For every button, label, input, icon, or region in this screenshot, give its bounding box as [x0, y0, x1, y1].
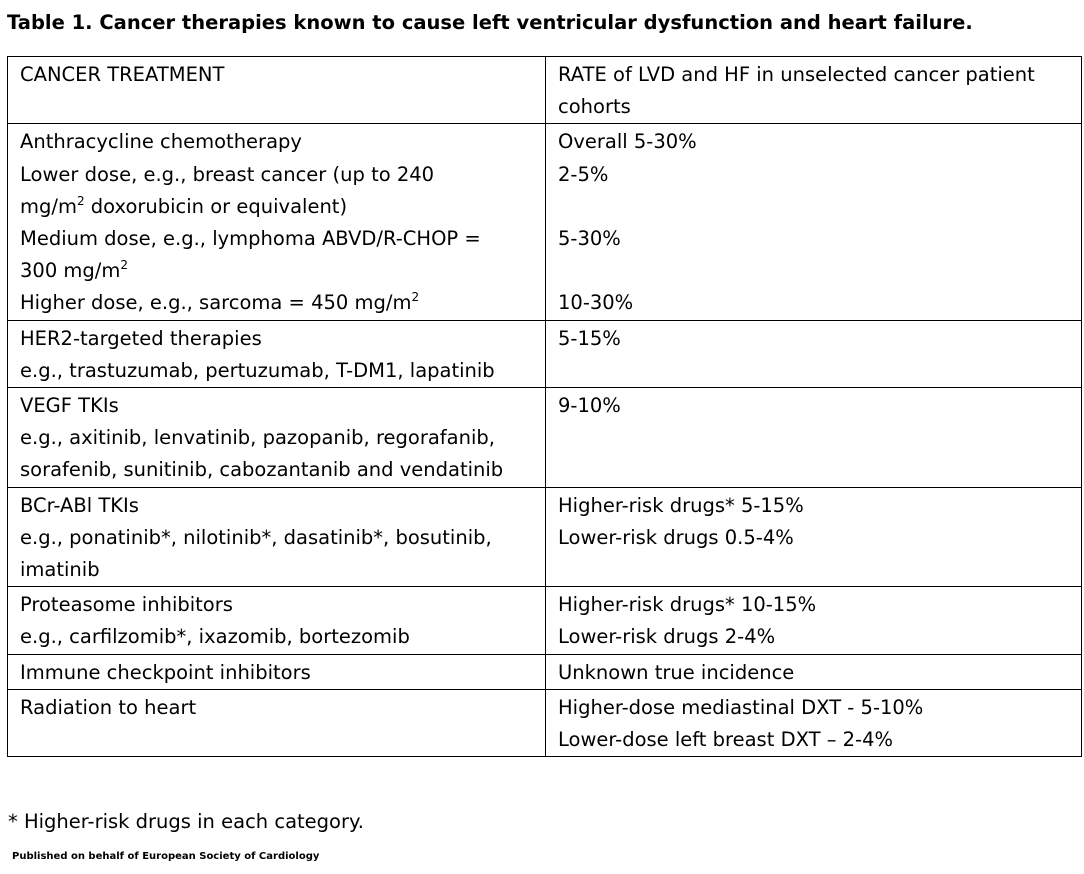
treatment-detail: Medium dose, e.g., lymphoma ABVD/R-CHOP = [20, 227, 481, 251]
rate-value: 5-15% [558, 326, 621, 350]
table-header-row [8, 57, 1082, 124]
treatment-text: 300 mg/m [20, 259, 121, 283]
treatment-name: Proteasome inhibitors [20, 593, 233, 617]
rate-value: Overall 5-30% [558, 130, 697, 154]
rate-cell [546, 388, 1082, 488]
table-title: Table 1. Cancer therapies known to cause left ventricular dysfunction and heart failure. [7, 11, 973, 34]
treatment-name: BCr-ABl TKIs [20, 493, 139, 517]
rate-value: Higher-risk drugs* 5-15% [558, 493, 804, 517]
table-row [8, 587, 1082, 654]
treatment-text: mg/m [20, 194, 77, 218]
table-row [8, 124, 1082, 320]
treatment-detail: Lower dose, e.g., breast cancer (up to 240 [20, 162, 435, 186]
treatment-detail [20, 191, 541, 223]
rate-spacer [558, 191, 1077, 223]
rate-cell [546, 487, 1082, 587]
superscript: 2 [120, 258, 128, 273]
header-cell-treatment [8, 57, 546, 124]
therapies-table [7, 56, 1082, 757]
rate-spacer [558, 255, 1077, 287]
treatment-text: doxorubicin or equivalent) [84, 194, 348, 218]
rate-value: 10-30% [558, 291, 634, 315]
rate-value: 5-30% [558, 227, 621, 251]
rate-value: Higher-dose mediastinal DXT - 5-10% [558, 695, 924, 719]
table-row [8, 654, 1082, 689]
treatment-text: Higher dose, e.g., sarcoma = 450 mg/m [20, 291, 412, 315]
rate-cell [546, 654, 1082, 689]
header-rate-label: RATE of LVD and HF in unselected cancer patient cohorts [558, 63, 1035, 119]
table-row [8, 487, 1082, 587]
rate-cell [546, 587, 1082, 654]
rate-cell [546, 320, 1082, 387]
treatment-cell [8, 654, 546, 689]
treatment-examples: e.g., axitinib, lenvatinib, pazopanib, regorafanib, sorafenib, sunitinib, cabozantanib and vendatinib [20, 426, 504, 482]
table-row [8, 388, 1082, 488]
table-row [8, 689, 1082, 756]
treatment-examples: e.g., trastuzumab, pertuzumab, T-DM1, lapatinib [20, 358, 495, 382]
rate-value: Lower-risk drugs 2-4% [558, 625, 776, 649]
header-treatment-label: CANCER TREATMENT [20, 63, 225, 86]
treatment-cell [8, 388, 546, 488]
treatment-name: VEGF TKIs [20, 394, 119, 418]
header-cell-rate [546, 57, 1082, 124]
treatment-cell [8, 124, 546, 320]
publisher-credit: Published on behalf of European Society of Cardiology [12, 851, 320, 862]
superscript: 2 [411, 290, 420, 305]
rate-value: Lower-dose left breast DXT – 2-4% [558, 728, 894, 752]
treatment-cell [8, 689, 546, 756]
treatment-detail [20, 255, 541, 287]
rate-value: Lower-risk drugs 0.5-4% [558, 525, 794, 549]
treatment-detail [20, 287, 541, 319]
footnote: * Higher-risk drugs in each category. [8, 810, 364, 833]
treatment-cell [8, 587, 546, 654]
treatment-examples: e.g., carfilzomib*, ixazomib, bortezomib [20, 625, 410, 649]
treatment-name: Radiation to heart [20, 695, 197, 719]
rate-value: Higher-risk drugs* 10-15% [558, 593, 817, 617]
rate-value: Unknown true incidence [558, 660, 795, 684]
treatment-cell [8, 487, 546, 587]
treatment-name: HER2-targeted therapies [20, 326, 262, 350]
superscript: 2 [76, 193, 85, 208]
treatment-name: Immune checkpoint inhibitors [20, 660, 311, 684]
table-row [8, 320, 1082, 387]
treatment-name: Anthracycline chemotherapy [20, 130, 302, 154]
treatment-examples: e.g., ponatinib*, nilotinib*, dasatinib*, bosutinib, imatinib [20, 525, 492, 582]
rate-cell [546, 689, 1082, 756]
treatment-cell [8, 320, 546, 387]
rate-cell [546, 124, 1082, 320]
rate-value: 9-10% [558, 394, 621, 418]
rate-value: 2-5% [558, 162, 609, 186]
